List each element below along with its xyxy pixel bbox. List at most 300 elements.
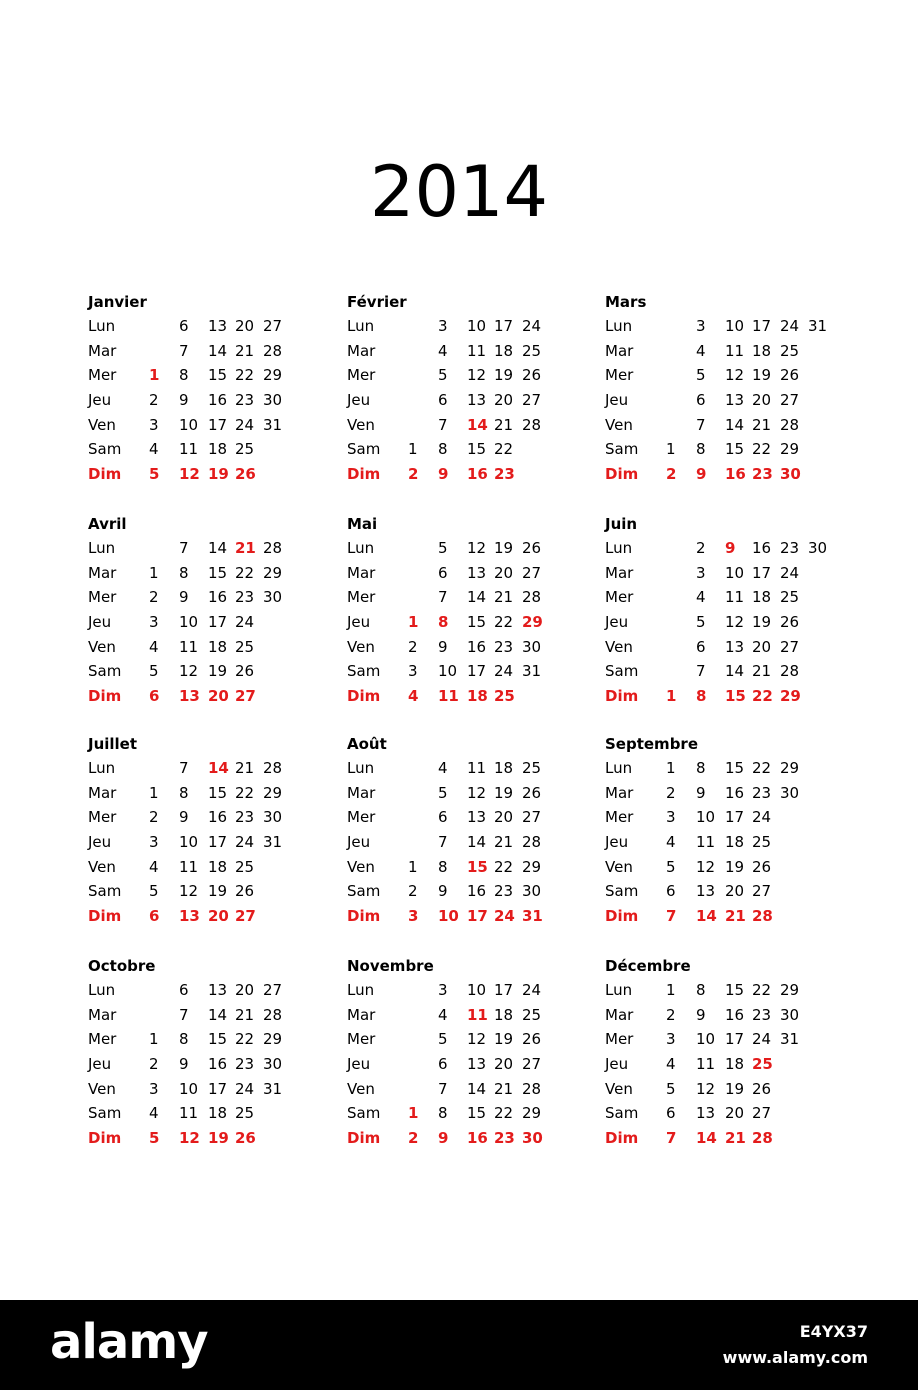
day-cell: 12 bbox=[467, 1030, 487, 1049]
weekday-row bbox=[347, 978, 637, 1003]
weekday-label: Mer bbox=[347, 366, 376, 385]
day-cell: 7 bbox=[438, 588, 448, 607]
day-cell: 3 bbox=[149, 613, 159, 632]
day-cell: 1 bbox=[149, 366, 160, 385]
day-cell: 9 bbox=[438, 882, 448, 901]
day-cell: 1 bbox=[408, 613, 419, 632]
day-cell: 28 bbox=[263, 539, 283, 557]
day-cell: 17 bbox=[725, 808, 745, 827]
day-cell: 22 bbox=[494, 440, 514, 459]
day-cell: 18 bbox=[494, 1005, 514, 1024]
month-10 bbox=[347, 954, 637, 1151]
day-cell: 28 bbox=[263, 759, 283, 777]
day-cell: 12 bbox=[725, 366, 745, 385]
day-cell: 21 bbox=[235, 341, 255, 360]
day-cell: 18 bbox=[752, 341, 772, 360]
day-cell: 12 bbox=[179, 465, 200, 484]
day-cell: 18 bbox=[752, 588, 772, 607]
weekday-label: Sam bbox=[88, 440, 122, 459]
day-cell: 13 bbox=[179, 907, 200, 926]
weekday-row bbox=[605, 635, 895, 660]
day-cell: 29 bbox=[522, 613, 543, 632]
day-cell: 5 bbox=[438, 539, 448, 557]
weekday-label: Ven bbox=[605, 857, 633, 876]
day-cell: 17 bbox=[467, 662, 487, 681]
day-cell: 2 bbox=[666, 465, 677, 484]
day-cell: 15 bbox=[208, 1030, 228, 1049]
weekday-row bbox=[347, 904, 637, 929]
day-cell: 21 bbox=[494, 415, 514, 434]
day-cell: 8 bbox=[438, 440, 448, 459]
weekday-label: Mar bbox=[347, 1005, 376, 1024]
day-cell: 5 bbox=[149, 465, 160, 484]
day-cell: 21 bbox=[725, 1129, 746, 1148]
weekday-label: Dim bbox=[605, 907, 639, 926]
day-cell: 28 bbox=[522, 415, 542, 434]
day-cell: 9 bbox=[696, 783, 706, 802]
day-cell: 23 bbox=[752, 783, 772, 802]
weekday-label: Lun bbox=[347, 759, 375, 777]
day-cell: 3 bbox=[696, 317, 706, 335]
month-5 bbox=[605, 512, 895, 709]
day-cell: 2 bbox=[149, 1055, 159, 1074]
weekday-row bbox=[88, 1101, 381, 1126]
day-cell: 11 bbox=[179, 440, 199, 459]
day-cell: 23 bbox=[494, 1129, 515, 1148]
day-cell: 9 bbox=[179, 808, 189, 827]
weekday-row bbox=[347, 1101, 637, 1126]
day-cell: 2 bbox=[408, 637, 418, 656]
day-cell: 5 bbox=[666, 857, 676, 876]
day-cell: 19 bbox=[494, 783, 514, 802]
day-cell: 15 bbox=[208, 563, 228, 582]
weekday-row bbox=[347, 339, 637, 364]
day-cell: 15 bbox=[725, 981, 745, 999]
day-cell: 8 bbox=[438, 1104, 448, 1123]
weekday-label: Sam bbox=[347, 882, 381, 901]
day-cell: 16 bbox=[725, 783, 745, 802]
weekday-row bbox=[347, 805, 637, 830]
day-cell: 29 bbox=[780, 687, 801, 706]
day-cell: 17 bbox=[208, 415, 228, 434]
day-cell: 19 bbox=[494, 366, 514, 385]
weekday-row bbox=[347, 684, 637, 709]
weekday-row bbox=[347, 413, 637, 438]
day-cell: 19 bbox=[752, 613, 772, 632]
day-cell: 31 bbox=[263, 1079, 283, 1098]
day-cell: 3 bbox=[149, 1079, 159, 1098]
weekday-row bbox=[88, 978, 378, 1003]
day-cell: 9 bbox=[725, 539, 736, 557]
day-cell: 19 bbox=[752, 366, 772, 385]
day-cell: 15 bbox=[725, 687, 746, 706]
day-cell: 6 bbox=[438, 563, 448, 582]
day-cell: 16 bbox=[208, 391, 228, 410]
day-cell: 13 bbox=[467, 1055, 487, 1074]
day-cell: 13 bbox=[467, 391, 487, 410]
day-cell: 25 bbox=[235, 1104, 255, 1123]
day-cell: 23 bbox=[494, 465, 515, 484]
weekday-row bbox=[88, 805, 378, 830]
day-cell: 6 bbox=[666, 882, 676, 901]
day-cell: 21 bbox=[235, 759, 255, 777]
day-cell: 13 bbox=[696, 1104, 716, 1123]
day-cell: 30 bbox=[263, 808, 283, 827]
day-cell: 4 bbox=[149, 1104, 159, 1123]
day-cell: 30 bbox=[522, 882, 542, 901]
day-cell: 10 bbox=[438, 662, 458, 681]
weekday-label: Dim bbox=[347, 1129, 381, 1148]
day-cell: 19 bbox=[725, 1079, 745, 1098]
month-name: Mars bbox=[605, 293, 647, 311]
day-cell: 8 bbox=[696, 687, 707, 706]
day-cell: 19 bbox=[208, 465, 229, 484]
weekday-label: Mer bbox=[605, 1030, 634, 1049]
day-cell: 17 bbox=[208, 833, 228, 852]
day-cell: 6 bbox=[149, 687, 160, 706]
day-cell: 25 bbox=[780, 341, 800, 360]
day-cell: 17 bbox=[208, 1079, 228, 1098]
day-cell: 16 bbox=[467, 882, 487, 901]
day-cell: 13 bbox=[725, 637, 745, 656]
day-cell: 18 bbox=[208, 1104, 228, 1123]
day-cell: 20 bbox=[494, 563, 514, 582]
image-id: E4YX37 bbox=[799, 1322, 868, 1341]
day-cell: 12 bbox=[467, 783, 487, 802]
day-cell: 24 bbox=[752, 808, 772, 827]
day-cell: 16 bbox=[725, 465, 746, 484]
weekday-row bbox=[605, 610, 895, 635]
weekday-row bbox=[88, 1052, 378, 1077]
day-cell: 20 bbox=[725, 1104, 745, 1123]
day-cell: 1 bbox=[666, 759, 676, 777]
day-cell: 22 bbox=[494, 613, 514, 632]
weekday-row bbox=[88, 339, 378, 364]
day-cell: 25 bbox=[522, 759, 542, 777]
day-cell: 18 bbox=[208, 637, 228, 656]
weekday-label: Sam bbox=[347, 1104, 381, 1123]
weekday-label: Dim bbox=[347, 465, 381, 484]
day-cell: 2 bbox=[408, 1129, 419, 1148]
day-cell: 1 bbox=[408, 857, 418, 876]
day-cell: 19 bbox=[494, 539, 514, 557]
weekday-label: Dim bbox=[88, 1129, 122, 1148]
day-cell: 7 bbox=[438, 833, 448, 852]
day-cell: 25 bbox=[235, 637, 255, 656]
weekday-row bbox=[605, 1126, 895, 1151]
day-cell: 24 bbox=[235, 833, 255, 852]
day-cell: 24 bbox=[752, 1030, 772, 1049]
weekday-label: Mar bbox=[88, 341, 117, 360]
day-cell: 10 bbox=[696, 1030, 716, 1049]
day-cell: 4 bbox=[149, 440, 159, 459]
day-cell: 12 bbox=[696, 1079, 716, 1098]
day-cell: 14 bbox=[696, 1129, 717, 1148]
day-cell: 13 bbox=[208, 317, 228, 335]
day-cell: 1 bbox=[666, 687, 677, 706]
weekday-row bbox=[88, 363, 378, 388]
day-cell: 24 bbox=[522, 981, 542, 999]
day-cell: 30 bbox=[263, 588, 283, 607]
day-cell: 18 bbox=[208, 857, 228, 876]
day-cell: 26 bbox=[235, 1129, 256, 1148]
day-cell: 2 bbox=[408, 465, 419, 484]
day-cell: 16 bbox=[725, 1005, 745, 1024]
day-cell: 13 bbox=[179, 687, 200, 706]
day-cell: 17 bbox=[494, 981, 514, 999]
weekday-row bbox=[605, 904, 895, 929]
day-cell: 17 bbox=[725, 1030, 745, 1049]
day-cell: 7 bbox=[438, 415, 448, 434]
page-title: 2014 bbox=[369, 151, 549, 233]
weekday-label: Mer bbox=[88, 1030, 117, 1049]
day-cell: 6 bbox=[696, 391, 706, 410]
day-cell: 7 bbox=[666, 1129, 677, 1148]
day-cell: 7 bbox=[179, 539, 189, 557]
day-cell: 11 bbox=[725, 341, 745, 360]
weekday-label: Lun bbox=[347, 981, 375, 999]
weekday-row bbox=[605, 1003, 895, 1028]
weekday-label: Mar bbox=[605, 783, 634, 802]
weekday-row bbox=[88, 314, 378, 339]
day-cell: 10 bbox=[467, 981, 487, 999]
day-cell: 23 bbox=[752, 465, 773, 484]
day-cell: 26 bbox=[235, 882, 255, 901]
weekday-label: Lun bbox=[88, 317, 116, 335]
day-cell: 9 bbox=[179, 1055, 189, 1074]
weekday-label: Jeu bbox=[88, 833, 112, 852]
day-cell: 10 bbox=[179, 415, 199, 434]
weekday-label: Sam bbox=[605, 882, 639, 901]
weekday-label: Ven bbox=[347, 1079, 375, 1098]
day-cell: 31 bbox=[780, 1030, 800, 1049]
day-cell: 25 bbox=[235, 857, 255, 876]
day-cell: 1 bbox=[149, 1030, 159, 1049]
day-cell: 14 bbox=[725, 415, 745, 434]
day-cell: 4 bbox=[438, 341, 448, 360]
weekday-label: Ven bbox=[88, 415, 116, 434]
day-cell: 16 bbox=[467, 1129, 488, 1148]
day-cell: 27 bbox=[522, 808, 542, 827]
month-6 bbox=[88, 732, 381, 929]
day-cell: 3 bbox=[149, 833, 159, 852]
weekday-row bbox=[347, 855, 637, 880]
day-cell: 7 bbox=[666, 907, 677, 926]
day-cell: 1 bbox=[408, 440, 418, 459]
day-cell: 14 bbox=[467, 588, 487, 607]
day-cell: 12 bbox=[467, 366, 487, 385]
weekday-row bbox=[88, 855, 378, 880]
day-cell: 5 bbox=[696, 366, 706, 385]
weekday-row bbox=[347, 314, 637, 339]
weekday-label: Mer bbox=[88, 366, 117, 385]
weekday-row bbox=[605, 805, 895, 830]
day-cell: 29 bbox=[780, 759, 800, 777]
weekday-row bbox=[88, 462, 381, 487]
day-cell: 14 bbox=[208, 1005, 228, 1024]
day-cell: 2 bbox=[408, 882, 418, 901]
day-cell: 18 bbox=[467, 687, 488, 706]
day-cell: 30 bbox=[522, 637, 542, 656]
day-cell: 28 bbox=[263, 1005, 283, 1024]
day-cell: 12 bbox=[179, 1129, 200, 1148]
day-cell: 22 bbox=[235, 563, 255, 582]
weekday-row bbox=[347, 781, 637, 806]
day-cell: 2 bbox=[149, 588, 159, 607]
day-cell: 28 bbox=[522, 833, 542, 852]
weekday-row bbox=[88, 635, 378, 660]
day-cell: 3 bbox=[696, 563, 706, 582]
day-cell: 26 bbox=[522, 1030, 542, 1049]
weekday-label: Jeu bbox=[605, 833, 629, 852]
day-cell: 9 bbox=[179, 588, 189, 607]
weekday-label: Dim bbox=[88, 687, 122, 706]
weekday-label: Ven bbox=[605, 1079, 633, 1098]
day-cell: 21 bbox=[752, 415, 772, 434]
weekday-label: Jeu bbox=[88, 613, 112, 632]
day-cell: 17 bbox=[494, 317, 514, 335]
weekday-label: Ven bbox=[347, 857, 375, 876]
day-cell: 5 bbox=[149, 662, 159, 681]
day-cell: 16 bbox=[752, 539, 772, 557]
day-cell: 9 bbox=[438, 637, 448, 656]
day-cell: 13 bbox=[725, 391, 745, 410]
day-cell: 15 bbox=[467, 857, 488, 876]
weekday-row bbox=[605, 978, 895, 1003]
day-cell: 29 bbox=[263, 563, 283, 582]
day-cell: 25 bbox=[522, 341, 542, 360]
day-cell: 14 bbox=[208, 341, 228, 360]
weekday-label: Lun bbox=[88, 539, 116, 557]
day-cell: 21 bbox=[235, 539, 256, 557]
day-cell: 4 bbox=[666, 1055, 676, 1074]
weekday-label: Mer bbox=[347, 808, 376, 827]
footer-bar bbox=[0, 1300, 918, 1390]
weekday-label: Jeu bbox=[605, 1055, 629, 1074]
weekday-row bbox=[605, 756, 895, 781]
weekday-row bbox=[605, 855, 895, 880]
weekday-row bbox=[605, 339, 895, 364]
day-cell: 16 bbox=[467, 637, 487, 656]
day-cell: 23 bbox=[235, 808, 255, 827]
day-cell: 4 bbox=[149, 637, 159, 656]
day-cell: 12 bbox=[696, 857, 716, 876]
day-cell: 10 bbox=[179, 1079, 199, 1098]
day-cell: 10 bbox=[696, 808, 716, 827]
day-cell: 13 bbox=[467, 563, 487, 582]
weekday-row bbox=[347, 363, 637, 388]
weekday-row bbox=[347, 1052, 637, 1077]
weekday-label: Dim bbox=[605, 1129, 639, 1148]
month-11 bbox=[605, 954, 895, 1151]
day-cell: 27 bbox=[780, 391, 800, 410]
day-cell: 26 bbox=[235, 465, 256, 484]
day-cell: 2 bbox=[696, 539, 706, 557]
weekday-row bbox=[88, 437, 381, 462]
day-cell: 20 bbox=[752, 637, 772, 656]
day-cell: 19 bbox=[208, 1129, 229, 1148]
weekday-label: Sam bbox=[605, 662, 639, 681]
weekday-label: Ven bbox=[88, 1079, 116, 1098]
weekday-row bbox=[347, 635, 637, 660]
day-cell: 19 bbox=[208, 882, 228, 901]
day-cell: 5 bbox=[438, 1030, 448, 1049]
day-cell: 4 bbox=[438, 759, 448, 777]
day-cell: 7 bbox=[696, 415, 706, 434]
weekday-row bbox=[347, 1027, 637, 1052]
weekday-row bbox=[88, 781, 378, 806]
day-cell: 11 bbox=[696, 1055, 716, 1074]
weekday-row bbox=[347, 1003, 637, 1028]
day-cell: 16 bbox=[208, 1055, 228, 1074]
day-cell: 2 bbox=[666, 783, 676, 802]
day-cell: 20 bbox=[235, 317, 255, 335]
weekday-label: Lun bbox=[347, 539, 375, 557]
day-cell: 26 bbox=[780, 613, 800, 632]
day-cell: 28 bbox=[263, 341, 283, 360]
day-cell: 10 bbox=[438, 907, 459, 926]
weekday-row bbox=[88, 756, 378, 781]
day-cell: 11 bbox=[696, 833, 716, 852]
day-cell: 20 bbox=[235, 981, 255, 999]
weekday-label: Mer bbox=[88, 808, 117, 827]
weekday-label: Mar bbox=[347, 563, 376, 582]
day-cell: 8 bbox=[179, 1030, 189, 1049]
weekday-label: Mer bbox=[347, 588, 376, 607]
day-cell: 31 bbox=[522, 662, 542, 681]
day-cell: 31 bbox=[263, 415, 283, 434]
day-cell: 3 bbox=[408, 907, 419, 926]
day-cell: 12 bbox=[467, 539, 487, 557]
weekday-label: Lun bbox=[347, 317, 375, 335]
weekday-label: Lun bbox=[605, 317, 633, 335]
weekday-row bbox=[605, 388, 895, 413]
day-cell: 5 bbox=[438, 366, 448, 385]
day-cell: 31 bbox=[522, 907, 543, 926]
day-cell: 6 bbox=[696, 637, 706, 656]
day-cell: 27 bbox=[263, 981, 283, 999]
day-cell: 28 bbox=[522, 1079, 542, 1098]
day-cell: 9 bbox=[179, 391, 189, 410]
day-cell: 30 bbox=[808, 539, 828, 557]
day-cell: 29 bbox=[780, 981, 800, 999]
weekday-label: Dim bbox=[347, 907, 381, 926]
day-cell: 4 bbox=[149, 857, 159, 876]
weekday-row bbox=[88, 659, 381, 684]
weekday-label: Lun bbox=[605, 539, 633, 557]
day-cell: 31 bbox=[263, 833, 283, 852]
day-cell: 31 bbox=[808, 317, 828, 335]
day-cell: 29 bbox=[263, 366, 283, 385]
day-cell: 5 bbox=[696, 613, 706, 632]
day-cell: 14 bbox=[208, 759, 229, 777]
month-name: Avril bbox=[88, 515, 127, 533]
day-cell: 4 bbox=[666, 833, 676, 852]
day-cell: 1 bbox=[408, 1104, 419, 1123]
day-cell: 28 bbox=[752, 1129, 773, 1148]
weekday-row bbox=[605, 462, 895, 487]
day-cell: 27 bbox=[235, 687, 256, 706]
weekday-row bbox=[605, 413, 895, 438]
day-cell: 15 bbox=[208, 783, 228, 802]
day-cell: 17 bbox=[752, 317, 772, 335]
day-cell: 8 bbox=[179, 366, 189, 385]
day-cell: 30 bbox=[263, 391, 283, 410]
day-cell: 7 bbox=[696, 662, 706, 681]
weekday-label: Ven bbox=[347, 415, 375, 434]
day-cell: 4 bbox=[696, 588, 706, 607]
day-cell: 7 bbox=[179, 1005, 189, 1024]
